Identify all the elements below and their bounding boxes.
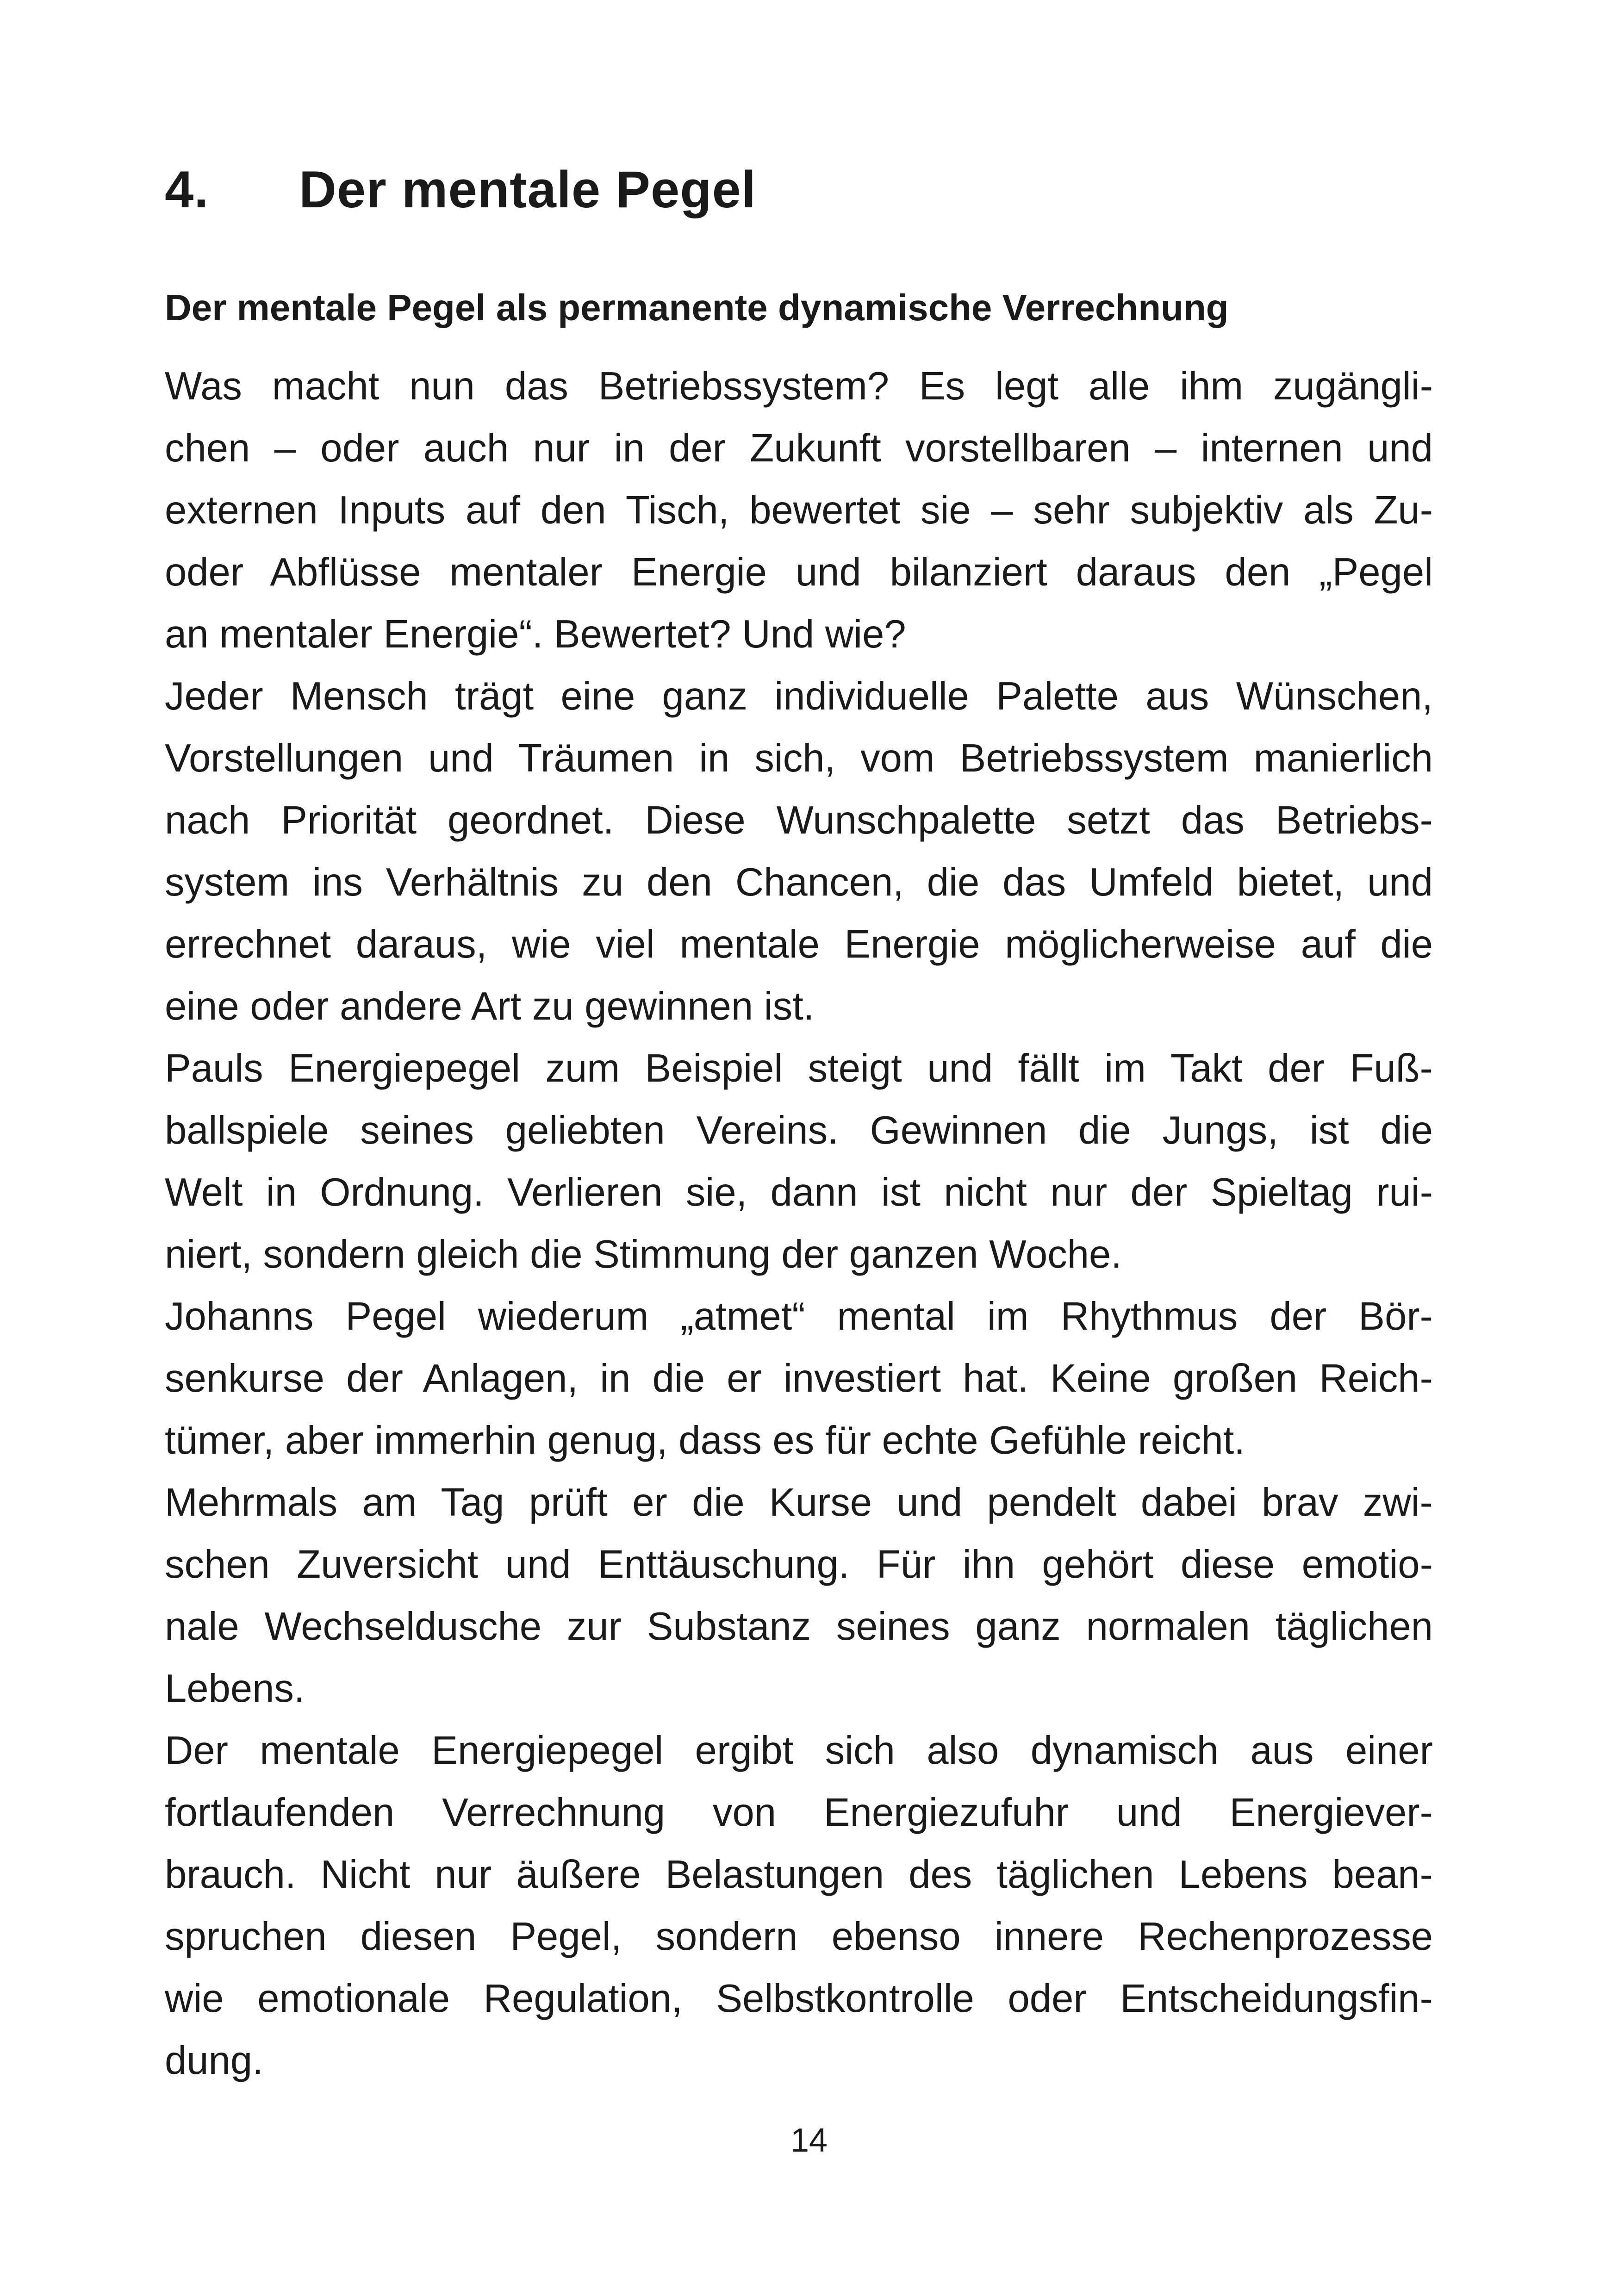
text-line: senkurse der Anlagen, in die er investiert hat. Keine großen Reich- <box>165 1356 1433 1400</box>
chapter-number: 4. <box>165 161 209 218</box>
text-line: errechnet daraus, wie viel mentale Energie möglicherweise auf die <box>165 922 1433 966</box>
text-line: externen Inputs auf den Tisch, bewertet sie – sehr subjektiv als Zu- <box>165 488 1433 532</box>
text-line: ballspiele seines geliebten Vereins. Gewinnen die Jungs, ist die <box>165 1108 1433 1152</box>
section-heading: Der mentale Pegel als permanente dynamische Verrechnung <box>165 287 1229 328</box>
text-line: Vorstellungen und Träumen in sich, vom Betriebssystem manierlich <box>165 736 1433 780</box>
text-line: Johanns Pegel wiederum „atmet“ mental im Rhythmus der Bör- <box>165 1294 1433 1338</box>
text-line: Der mentale Energiepegel ergibt sich also dynamisch aus einer <box>165 1729 1433 1773</box>
text-line: Welt in Ordnung. Verlieren sie, dann ist nicht nur der Spieltag rui- <box>165 1170 1433 1214</box>
chapter-heading <box>165 157 756 222</box>
text-line: niert, sondern gleich die Stimmung der ganzen Woche. <box>165 1232 1122 1276</box>
text-line: Pauls Energiepegel zum Beispiel steigt und fällt im Takt der Fuß- <box>165 1046 1433 1090</box>
text-line: schen Zuversicht und Enttäuschung. Für ihn gehört diese emotio- <box>165 1543 1433 1587</box>
text-line: Jeder Mensch trägt eine ganz individuelle Palette aus Wünschen, <box>165 674 1433 718</box>
text-line: spruchen diesen Pegel, sondern ebenso innere Rechenprozesse <box>165 1915 1433 1959</box>
text-line: fortlaufenden Verrechnung von Energiezufuhr und Energiever- <box>165 1791 1433 1835</box>
text-line: nach Priorität geordnet. Diese Wunschpalette setzt das Betriebs- <box>165 798 1433 842</box>
text-line: Was macht nun das Betriebssystem? Es legt alle ihm zugängli- <box>165 364 1433 408</box>
page-number: 14 <box>790 2122 828 2159</box>
text-line: eine oder andere Art zu gewinnen ist. <box>165 984 815 1028</box>
text-line: nale Wechseldusche zur Substanz seines ganz normalen täglichen <box>165 1605 1433 1649</box>
text-line: system ins Verhältnis zu den Chancen, die das Umfeld bietet, und <box>165 860 1433 904</box>
text-line: chen – oder auch nur in der Zukunft vorstellbaren – internen und <box>165 426 1433 470</box>
text-line: Lebens. <box>165 1667 305 1711</box>
text-line: dung. <box>165 2039 263 2083</box>
text-line: brauch. Nicht nur äußere Belastungen des täglichen Lebens bean- <box>165 1853 1433 1897</box>
text-line: an mentaler Energie“. Bewertet? Und wie? <box>165 612 906 656</box>
body-text <box>165 355 1433 2092</box>
chapter-title: Der mentale Pegel <box>299 161 757 218</box>
text-line: oder Abflüsse mentaler Energie und bilanziert daraus den „Pegel <box>165 550 1433 594</box>
text-line: wie emotionale Regulation, Selbstkontrolle oder Entscheidungsfin- <box>165 1977 1433 2021</box>
text-line: tümer, aber immerhin genug, dass es für echte Gefühle reicht. <box>165 1419 1245 1462</box>
text-line: Mehrmals am Tag prüft er die Kurse und pendelt dabei brav zwi- <box>165 1481 1433 1524</box>
